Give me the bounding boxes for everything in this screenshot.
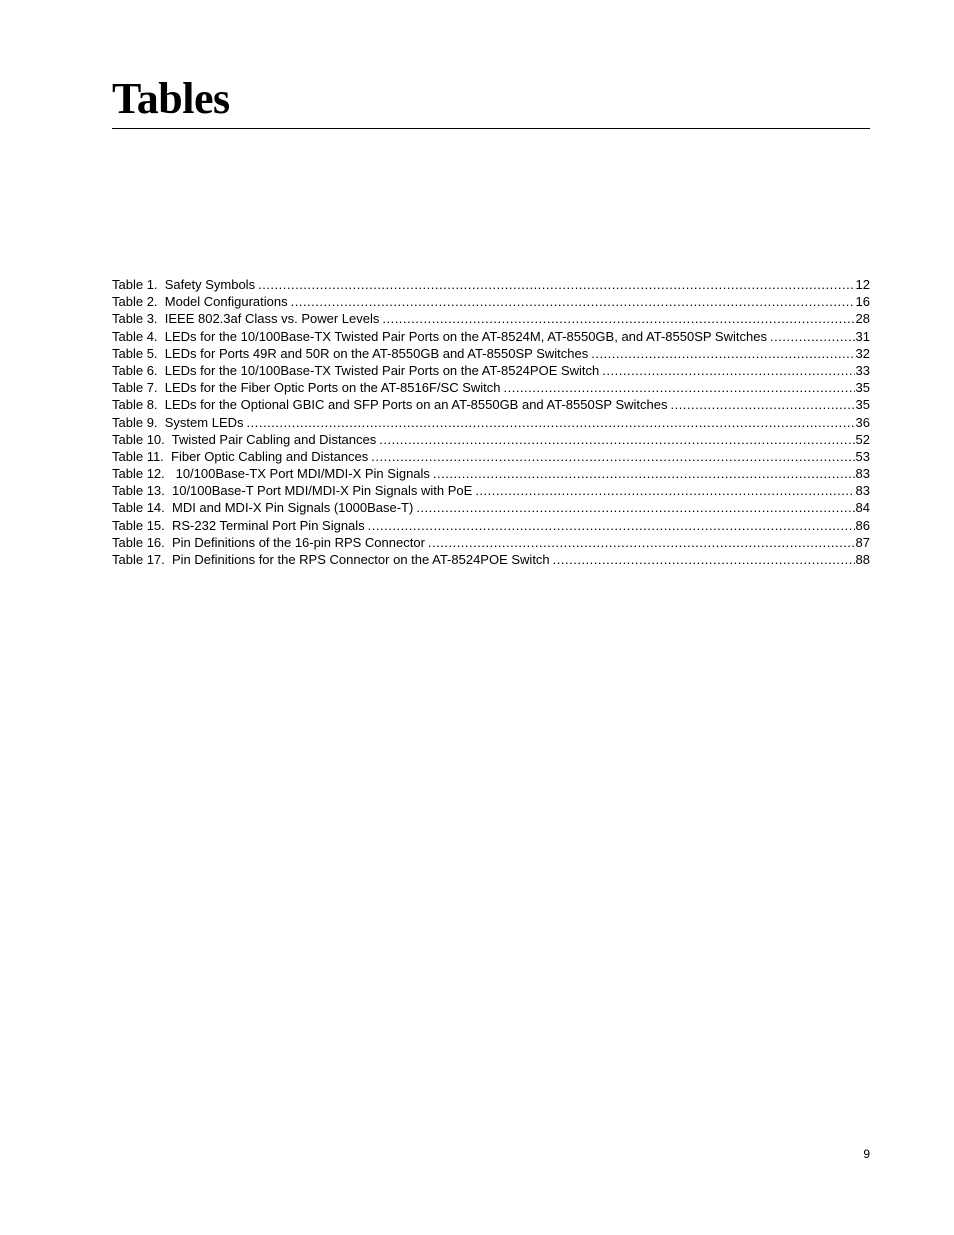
toc-entry-label: Table 4. LEDs for the 10/100Base-TX Twisted Pair Ports on the AT-8524M, AT-8550GB, and AT-8550SP Switches	[112, 328, 767, 344]
toc-dot-leader	[553, 551, 855, 568]
toc-entry-page: 31	[855, 328, 870, 344]
toc-entry-page: 12	[855, 277, 870, 292]
toc-dot-leader	[670, 396, 854, 413]
toc-dot-leader	[247, 414, 855, 431]
toc-entry-page: 84	[855, 500, 870, 516]
toc-entry[interactable]	[112, 396, 870, 413]
toc-entry[interactable]	[112, 465, 870, 482]
toc-dot-leader	[258, 276, 854, 293]
toc-dot-leader	[591, 345, 854, 362]
toc-entry[interactable]	[112, 448, 870, 465]
toc-entry-page: 36	[855, 414, 870, 430]
toc-entry-label: Table 14. MDI and MDI-X Pin Signals (1000Base-T)	[112, 500, 414, 516]
toc-dot-leader	[416, 499, 854, 516]
toc-entry-label: Table 3. IEEE 802.3af Class vs. Power Levels	[112, 311, 380, 327]
toc-entry-label: Table 5. LEDs for Ports 49R and 50R on the AT-8550GB and AT-8550SP Switches	[112, 345, 589, 361]
toc-dot-leader	[291, 293, 855, 310]
page-title: Tables	[112, 74, 230, 123]
toc-dot-leader	[602, 362, 854, 379]
toc-entry-page: 28	[855, 311, 870, 327]
toc-dot-leader	[379, 431, 854, 448]
toc-entry-page: 83	[855, 466, 870, 482]
toc-entry-label: Table 2. Model Configurations	[112, 294, 288, 310]
toc-dot-leader	[504, 379, 855, 396]
toc-entry-label: Table 16. Pin Definitions of the 16-pin RPS Connector	[112, 534, 425, 550]
toc-dot-leader	[770, 328, 855, 345]
toc-entry[interactable]	[112, 551, 870, 568]
toc-entry[interactable]	[112, 328, 870, 345]
toc-entry[interactable]	[112, 499, 870, 516]
toc-entry[interactable]	[112, 517, 870, 534]
toc-entry-label: Table 6. LEDs for the 10/100Base-TX Twisted Pair Ports on the AT-8524POE Switch	[112, 362, 600, 378]
toc-dot-leader	[371, 448, 854, 465]
table-of-tables	[112, 276, 870, 568]
toc-entry-page: 35	[855, 397, 870, 413]
toc-entry-label: Table 1. Safety Symbols	[112, 277, 256, 292]
toc-entry-label: Table 11. Fiber Optic Cabling and Distances	[112, 448, 369, 464]
toc-entry-page: 86	[855, 517, 870, 533]
toc-entry[interactable]	[112, 534, 870, 551]
toc-entry[interactable]	[112, 345, 870, 362]
toc-entry-label: Table 17. Pin Definitions for the RPS Connector on the AT-8524POE Switch	[112, 552, 550, 567]
toc-entry-page: 53	[855, 448, 870, 464]
page-number: 9	[863, 1147, 870, 1161]
title-rule	[112, 128, 870, 129]
toc-entry-page: 87	[855, 534, 870, 550]
toc-entry-page: 32	[855, 345, 870, 361]
toc-entry-page: 35	[855, 380, 870, 396]
toc-dot-leader	[428, 534, 855, 551]
toc-dot-leader	[382, 310, 854, 327]
toc-entry[interactable]	[112, 379, 870, 396]
toc-entry-page: 83	[855, 483, 870, 499]
toc-entry-label: Table 15. RS-232 Terminal Port Pin Signals	[112, 517, 365, 533]
toc-entry[interactable]	[112, 362, 870, 379]
toc-entry-page: 33	[855, 362, 870, 378]
toc-dot-leader	[433, 465, 855, 482]
toc-entry-label: Table 8. LEDs for the Optional GBIC and SFP Ports on an AT-8550GB and AT-8550SP Switches	[112, 397, 668, 413]
toc-entry[interactable]	[112, 310, 870, 327]
toc-entry-label: Table 7. LEDs for the Fiber Optic Ports on the AT-8516F/SC Switch	[112, 380, 501, 396]
toc-entry-page: 88	[855, 552, 870, 567]
toc-entry[interactable]	[112, 482, 870, 499]
toc-entry[interactable]	[112, 414, 870, 431]
toc-entry-label: Table 10. Twisted Pair Cabling and Distances	[112, 431, 377, 447]
toc-dot-leader	[368, 517, 855, 534]
toc-entry[interactable]	[112, 293, 870, 310]
toc-entry[interactable]	[112, 276, 870, 293]
toc-entry-label: Table 12. 10/100Base-TX Port MDI/MDI-X Pin Signals	[112, 466, 430, 482]
toc-dot-leader	[475, 482, 854, 499]
toc-entry-label: Table 13. 10/100Base-T Port MDI/MDI-X Pin Signals with PoE	[112, 483, 473, 499]
toc-entry-page: 52	[855, 431, 870, 447]
toc-entry-label: Table 9. System LEDs	[112, 414, 244, 430]
toc-entry[interactable]	[112, 431, 870, 448]
toc-entry-page: 16	[855, 294, 870, 310]
